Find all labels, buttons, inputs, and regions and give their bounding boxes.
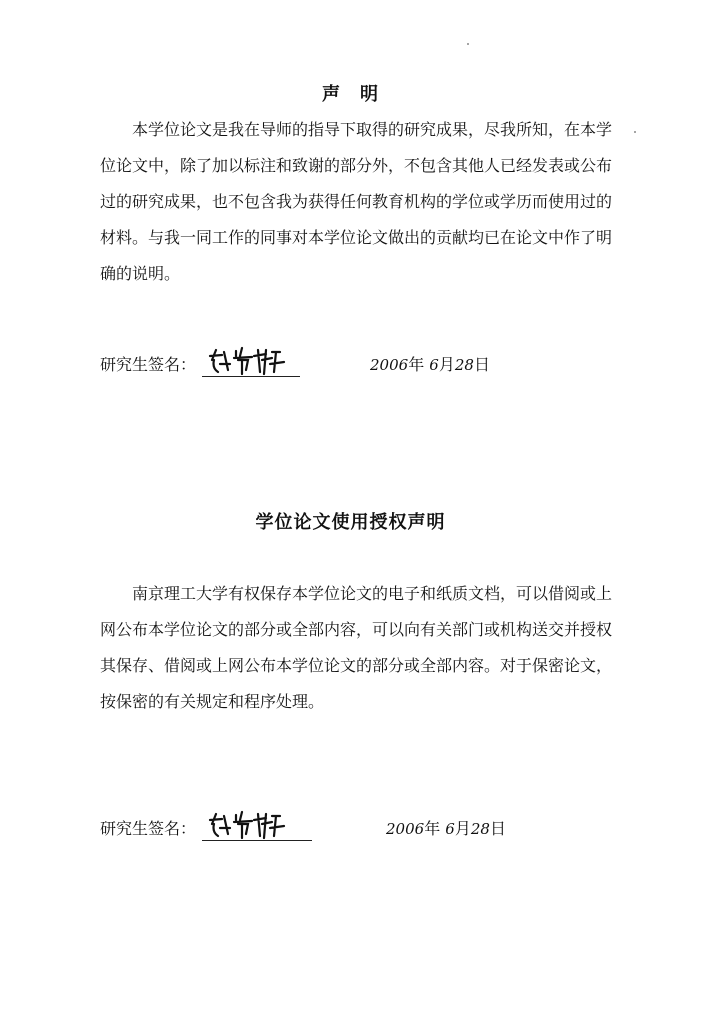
authorization-title: 学位论文使用授权声明 (255, 512, 446, 533)
date-day-unit: 日 (473, 355, 490, 374)
authorization-paragraph (100, 576, 612, 720)
declaration-signature-row (100, 352, 600, 382)
authorization-date (386, 816, 506, 839)
date-month: 6 (429, 356, 439, 374)
authorization-signature-row (100, 816, 600, 846)
date-year: 2006 (370, 356, 409, 374)
date-day-unit: 日 (489, 819, 506, 838)
signature-line (202, 352, 300, 377)
declaration-body: 本学位论文是我在导师的指导下取得的研究成果，尽我所知，在本学位论文中，除了加以标注和致谢的部分外，不包含其他人已经发表或公布过的研究成果，也不包含我为获得任何教育机构的学位或学历而使用过的材料。与我一同工作的同事对本学位论文做出的贡献均已在论文中作了明确的说明。 (100, 120, 613, 283)
date-day: 28 (470, 820, 490, 838)
signature-label: 研究生签名： (100, 819, 197, 838)
date-year: 2006 (386, 820, 425, 838)
signature-label: 研究生签名： (100, 355, 197, 374)
date-month-unit: 月 (454, 819, 471, 838)
date-month-unit: 月 (438, 355, 455, 374)
scan-speck (467, 43, 469, 45)
declaration-date (370, 352, 490, 375)
scan-speck (634, 131, 636, 133)
handwritten-signature (202, 806, 300, 840)
date-year-unit: 年 (424, 819, 441, 838)
signature-line (202, 816, 312, 841)
authorization-body: 南京理工大学有权保存本学位论文的电子和纸质文档，可以借阅或上网公布本学位论文的部分或全部内容，可以向有关部门或机构送交并授权其保存、借阅或上网公布本学位论文的部分或全部内容。对于保密论文，按保密的有关规定和程序处理。 (100, 584, 613, 711)
declaration-paragraph (100, 112, 612, 292)
date-day: 28 (454, 356, 474, 374)
date-month: 6 (445, 820, 455, 838)
declaration-title: 声 明 (322, 84, 379, 105)
date-year-unit: 年 (408, 355, 425, 374)
handwritten-signature (202, 342, 300, 376)
